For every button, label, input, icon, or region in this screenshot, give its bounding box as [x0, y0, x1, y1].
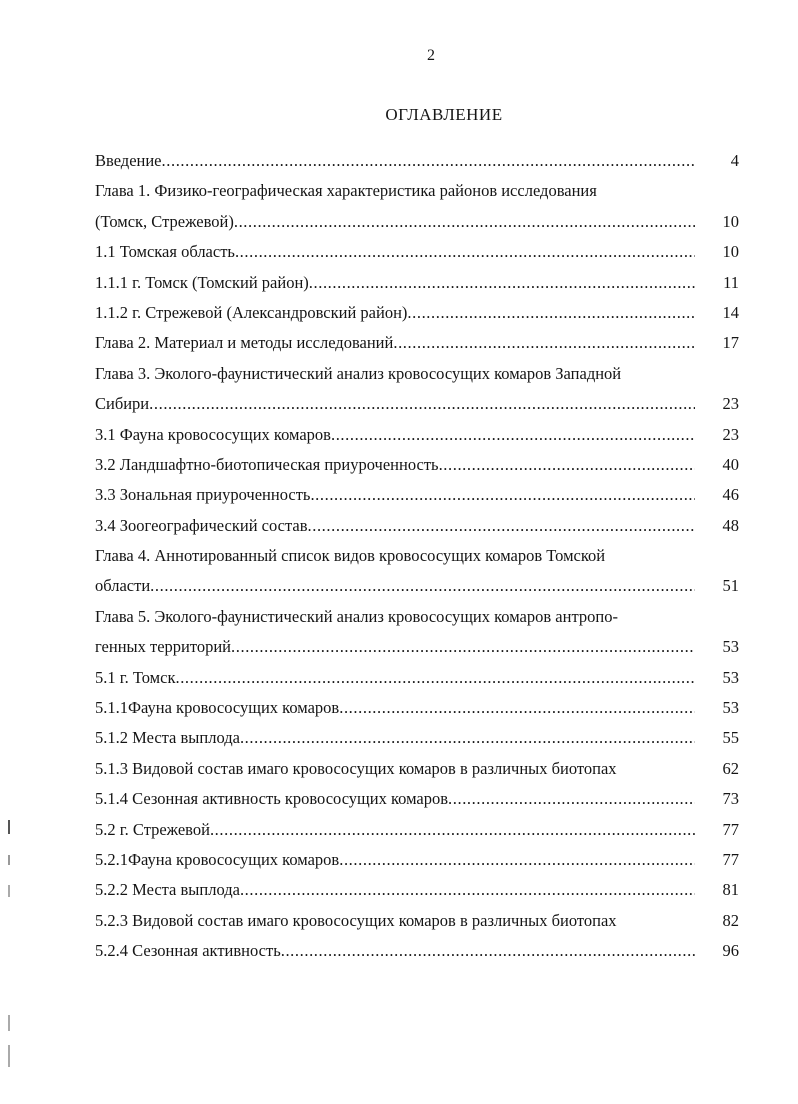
toc-entry-title: 5.2.1Фауна кровососущих комаров: [95, 849, 340, 869]
dot-leader: [339, 845, 695, 875]
toc-entry-page: 82: [722, 910, 739, 930]
toc-entry-page: 23: [722, 394, 739, 414]
toc-entry: [95, 632, 739, 662]
toc-entry-page: 53: [722, 698, 739, 718]
scan-artifact: [8, 885, 10, 897]
toc-entry-page: 51: [722, 576, 739, 596]
toc-entry-page: 17: [722, 333, 739, 353]
dot-leader: [439, 450, 695, 480]
toc-entry-page: 10: [722, 242, 739, 262]
dot-leader: [310, 480, 695, 510]
toc-entry-page: 14: [722, 302, 739, 322]
toc-entry-title: 5.1.2 Места выплода: [95, 728, 240, 748]
dot-leader: [240, 723, 695, 753]
toc-entry: [95, 359, 739, 389]
dot-leader: [309, 268, 695, 298]
dot-leader: [308, 511, 696, 541]
dot-leader: [281, 936, 695, 966]
dot-leader: [331, 420, 695, 450]
scan-artifact: [8, 820, 10, 834]
toc-entry: [95, 268, 739, 298]
toc-entry-page: 81: [722, 880, 739, 900]
toc-entry: [95, 693, 739, 723]
dot-leader: [240, 875, 695, 905]
dot-leader: [235, 237, 695, 267]
toc-entry-page: 10: [722, 211, 739, 231]
dot-leader: [150, 571, 695, 601]
dot-leader: [234, 207, 695, 237]
toc-entry: [95, 389, 739, 419]
page-number: 2: [427, 47, 435, 64]
toc-entry-title: Глава 4. Аннотированный список видов кровососущих комаров Томской: [95, 546, 606, 566]
toc-entry: [95, 450, 739, 480]
dot-leader: [162, 146, 695, 176]
toc-entry-title: (Томск, Стрежевой): [95, 211, 234, 231]
toc-entry-page: 55: [722, 728, 739, 748]
table-of-contents: [95, 146, 739, 967]
dot-leader: [448, 784, 695, 814]
toc-entry: [95, 723, 739, 753]
toc-entry-page: 77: [722, 819, 739, 839]
toc-entry-title: Глава 2. Материал и методы исследований: [95, 333, 394, 353]
toc-entry: [95, 146, 739, 176]
toc-entry-title: 1.1.1 г. Томск (Томский район): [95, 272, 309, 292]
toc-entry: [95, 298, 739, 328]
toc-entry-title: 3.1 Фауна кровососущих комаров: [95, 424, 331, 444]
toc-entry-title: Сибири: [95, 394, 150, 414]
toc-entry-title: Глава 5. Эколого-фаунистический анализ кровососущих комаров антропо-: [95, 606, 618, 626]
dot-leader: [407, 298, 695, 328]
toc-entry-title: 3.2 Ландшафтно-биотопическая приуроченность: [95, 454, 439, 474]
toc-entry-title: 1.1 Томская область: [95, 242, 235, 262]
toc-entry-page: 23: [722, 424, 739, 444]
toc-entry-page: 73: [722, 789, 739, 809]
toc-entry: [95, 845, 739, 875]
scan-artifact: [8, 1045, 10, 1067]
toc-entry: [95, 480, 739, 510]
toc-entry-title: 5.1.4 Сезонная активность кровососущих комаров: [95, 789, 449, 809]
toc-entry-page: 40: [722, 454, 739, 474]
toc-entry: [95, 754, 739, 784]
toc-entry-title: 5.1 г. Томск: [95, 667, 176, 687]
toc-entry: [95, 784, 739, 814]
toc-entry-title: Введение: [95, 151, 162, 170]
toc-entry-title: 5.1.1Фауна кровососущих комаров: [95, 698, 340, 718]
toc-entry-page: 11: [723, 272, 739, 292]
toc-entry: [95, 511, 739, 541]
toc-entry: [95, 541, 739, 571]
toc-entry-title: 5.2.2 Места выплода: [95, 880, 240, 900]
dot-leader: [175, 663, 695, 693]
toc-entry-title: 3.3 Зональная приуроченность: [95, 485, 311, 505]
toc-entry: [95, 176, 739, 206]
toc-entry-page: 4: [730, 151, 739, 170]
toc-entry-title: 5.2.3 Видовой состав имаго кровососущих комаров в различных биотопах: [95, 910, 617, 930]
toc-entry: [95, 936, 739, 966]
dot-leader: [393, 328, 695, 358]
toc-entry: [95, 663, 739, 693]
toc-entry-title: 5.1.3 Видовой состав имаго кровососущих комаров в различных биотопах: [95, 758, 617, 778]
toc-entry-page: 62: [722, 758, 739, 778]
toc-entry-title: Глава 1. Физико-географическая характеристика районов исследования: [95, 181, 597, 201]
toc-entry-title: генных территорий: [95, 637, 232, 657]
toc-title: ОГЛАВЛЕНИЕ: [385, 105, 503, 124]
toc-entry: [95, 207, 739, 237]
toc-entry-title: 5.2.4 Сезонная активность: [95, 941, 281, 961]
toc-entry: [95, 815, 739, 845]
dot-leader: [339, 693, 695, 723]
toc-entry-page: 53: [722, 667, 739, 687]
toc-entry-page: 48: [722, 515, 739, 535]
scan-artifact: [8, 855, 10, 865]
toc-entry: [95, 906, 739, 936]
toc-entry: [95, 328, 739, 358]
dot-leader: [149, 389, 695, 419]
toc-entry-page: 53: [722, 637, 739, 657]
toc-entry-page: 96: [722, 941, 739, 961]
toc-entry-page: 77: [722, 849, 739, 869]
toc-entry: [95, 602, 739, 632]
toc-entry: [95, 571, 739, 601]
toc-entry-title: 5.2 г. Стрежевой: [95, 819, 210, 839]
dot-leader: [231, 632, 695, 662]
toc-entry-title: Глава 3. Эколого-фаунистический анализ кровососущих комаров Западной: [95, 363, 622, 383]
toc-entry: [95, 237, 739, 267]
toc-entry-title: 3.4 Зоогеографический состав: [95, 515, 308, 535]
toc-entry: [95, 420, 739, 450]
toc-entry-title: области: [95, 576, 151, 596]
toc-entry: [95, 875, 739, 905]
dot-leader: [210, 815, 695, 845]
toc-entry-page: 46: [722, 485, 739, 505]
toc-entry-title: 1.1.2 г. Стрежевой (Александровский район): [95, 302, 408, 322]
scan-artifact: [8, 1015, 10, 1031]
